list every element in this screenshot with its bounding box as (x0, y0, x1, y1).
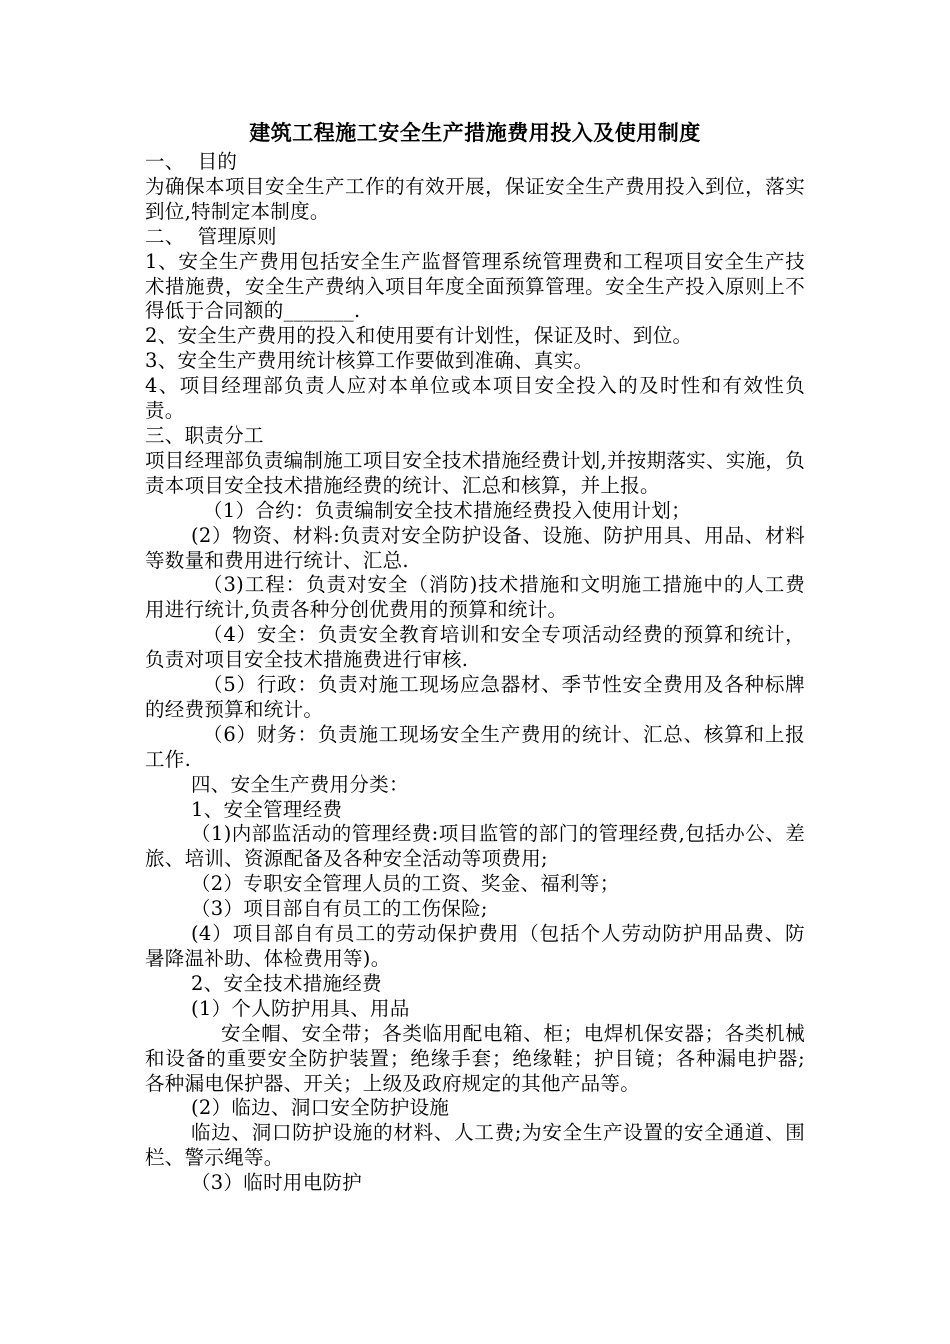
list-item: (4）项目部自有员工的劳动保护费用（包括个人劳动防护用品费、防暑降温补助、体检费用等)。 (145, 922, 805, 970)
document-body (145, 150, 805, 1196)
paragraph: 安全帽、安全带；各类临用配电箱、柜；电焊机保安器；各类机械和设备的重要安全防护装置；绝缘手套；绝缘鞋；护目镜；各种漏电护器;各种漏电保护器、开关；上级及政府规定的其他产品等。 (145, 1021, 805, 1095)
list-item: （3）项目部自有员工的工伤保险; (191, 897, 488, 921)
list-item: （1）合约：负责编制安全技术措施经费投入使用计划； (203, 498, 691, 522)
section-heading-principles: 二、 管理原则 (145, 224, 277, 248)
list-item: (1）个人防护用具、用品 (191, 996, 410, 1020)
paragraph: 2、安全生产费用的投入和使用要有计划性，保证及时、到位。 (145, 324, 693, 348)
list-item: （2）专职安全管理人员的工资、奖金、福利等； (191, 872, 620, 896)
subsection-heading: 2、安全技术措施经费 (191, 971, 382, 995)
list-item: （5）行政：负责对施工现场应急器材、季节性安全费用及各种标牌的经费预算和统计。 (145, 673, 805, 721)
paragraph: 1、安全生产费用包括安全生产监督管理系统管理费和工程项目安全生产技术措施费，安全生产费纳入项目年度全面预算管理。安全生产投入原则上不得低于合同额的_______. (145, 249, 805, 323)
paragraph: 3、安全生产费用统计核算工作要做到准确、真实。 (145, 349, 594, 373)
paragraph: 临边、洞口防护设施的材料、人工费;为安全生产设置的安全通道、围栏、警示绳等。 (145, 1121, 805, 1170)
list-item: （4）安全：负责安全教育培训和安全专项活动经费的预算和统计，负责对项目安全技术措施费进行审核. (145, 623, 805, 672)
paragraph: 项目经理部负责编制施工项目安全技术措施经费计划,并按期落实、实施，负责本项目安全技术措施经费的统计、汇总和核算，并上报。 (145, 448, 805, 497)
paragraph: 为确保本项目安全生产工作的有效开展，保证安全生产费用投入到位，落实到位,特制定本制度。 (145, 174, 805, 223)
list-item: （1)内部监活动的管理经费:项目监管的部门的管理经费,包括办公、差旅、培训、资源配备及各种安全活动等项费用; (145, 822, 805, 871)
list-item: (2）临边、洞口安全防护设施 (191, 1096, 450, 1120)
subsection-heading: 1、安全管理经费 (191, 797, 343, 821)
section-heading-categories: 四、安全生产费用分类： (191, 772, 409, 796)
list-item: (2）物资、材料:负责对安全防护设备、设施、防护用具、用品、材料等数量和费用进行统计、汇总. (145, 523, 805, 572)
list-item: （3)工程：负责对安全（消防)技术措施和文明施工措施中的人工费用进行统计,负责各种分创优费用的预算和统计。 (145, 573, 805, 622)
section-heading-purpose: 一、 目的 (145, 150, 238, 173)
list-item: （6）财务：负责施工现场安全生产费用的统计、汇总、核算和上报工作. (145, 722, 805, 771)
document-title: 建筑工程施工安全生产措施费用投入及使用制度 (249, 120, 701, 145)
list-item: （3）临时用电防护 (191, 1171, 363, 1195)
paragraph: 4、项目经理部负责人应对本单位或本项目安全投入的及时性和有效性负责。 (145, 374, 805, 423)
section-heading-duties: 三、职责分工 (145, 423, 264, 447)
